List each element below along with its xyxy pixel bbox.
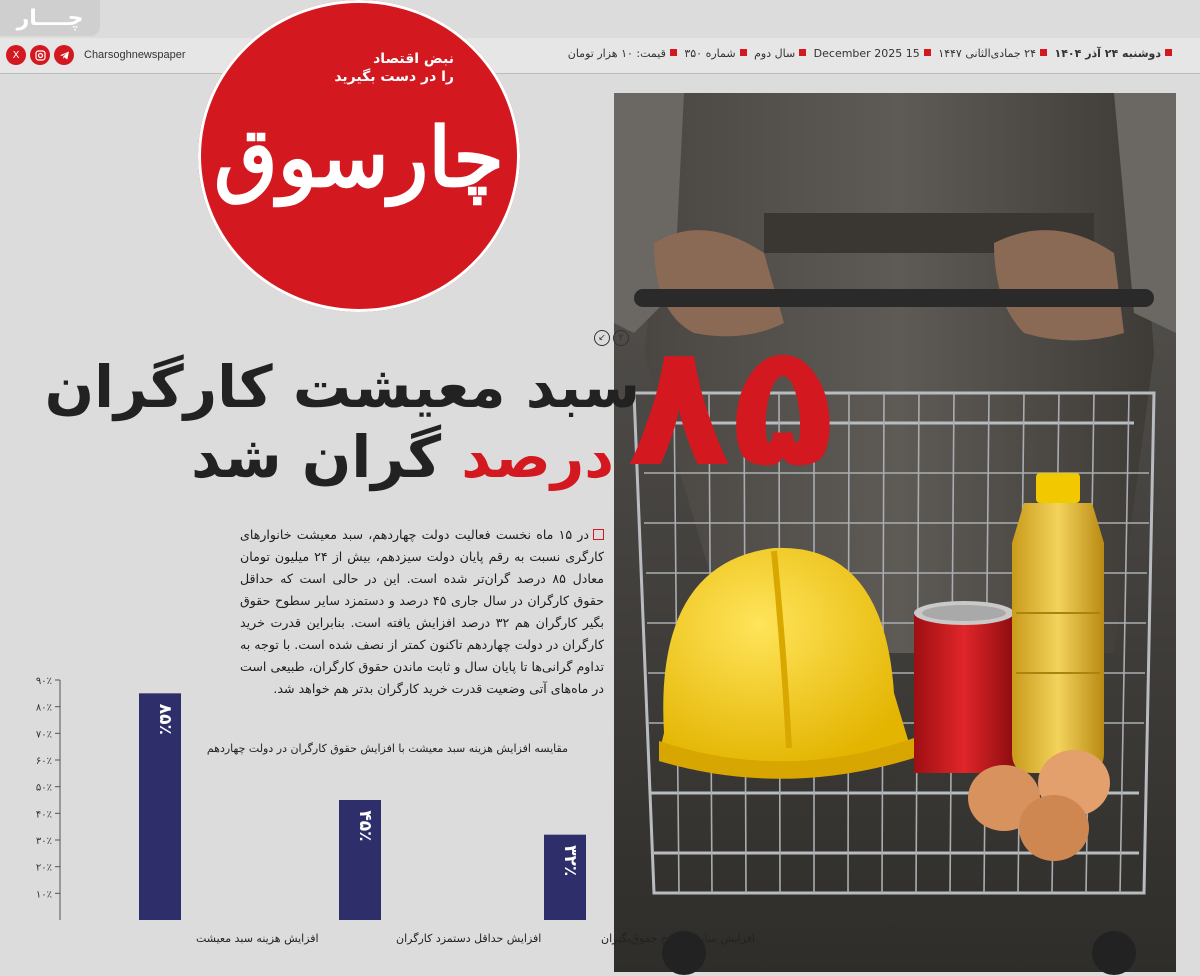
headline-red-word: درصد bbox=[461, 423, 614, 491]
y-tick-label: ۱۰٪ bbox=[35, 889, 52, 901]
slogan-line-1: نبض اقتصاد bbox=[373, 51, 454, 67]
date-hijri: ۲۴ جمادی‌الثانی ۱۴۴۷ bbox=[938, 47, 1036, 60]
instagram-icon[interactable] bbox=[30, 45, 50, 65]
y-tick-label: ۹۰٪ bbox=[35, 676, 52, 687]
issue-number: شماره ۳۵۰ bbox=[684, 47, 736, 60]
cover-photo bbox=[614, 93, 1176, 972]
cart-handle bbox=[634, 289, 1154, 307]
y-tick-label: ۳۰٪ bbox=[35, 836, 52, 847]
social-links bbox=[6, 45, 186, 65]
bullet-icon bbox=[1040, 49, 1047, 56]
slogan-line-2: را در دست بگیرید bbox=[334, 69, 454, 85]
chart-title: مقایسه افزایش هزینه سبد معیشت با افزایش حقوق کارگران در دولت چهاردهم bbox=[206, 742, 568, 755]
headline-line-1: سبد معیشت کارگران bbox=[44, 353, 640, 421]
dateline bbox=[568, 47, 1176, 60]
y-tick-label: ۶۰٪ bbox=[35, 756, 52, 767]
bullet-icon bbox=[799, 49, 806, 56]
section-marker bbox=[594, 330, 629, 346]
bar-data-label: ۳۲٪ bbox=[560, 845, 580, 877]
comparison-chart bbox=[0, 668, 755, 968]
corner-tag: چــــار bbox=[0, 0, 100, 36]
year-number: سال دوم bbox=[754, 47, 796, 60]
bullet-icon bbox=[924, 49, 931, 56]
bullet-icon bbox=[670, 49, 677, 56]
headline-line-2 bbox=[191, 422, 614, 492]
price: قیمت: ۱۰ هزار تومان bbox=[567, 47, 666, 60]
lead-text: در ۱۵ ماه نخست فعالیت دولت چهاردهم، سبد معیشت خانوارهای کارگری نسبت به رقم پایان دولت سیزدهم، بیش از ۲۴ میلیون تومان معادل ۸۵ درصد گران‌تر شده است. این در حالی است که حداقل حقوق کارگران در سال جاری ۴۵ درصد و دستمزد سایر سطوح حقوق بگیر کارگران هم ۳۲ درصد افزایش یافته است. بنابراین قدرت خرید کارگران در دولت چهاردهم تاکنون کمتر از نصف شده است. با توجه به تداوم گرانی‌ها تا پایان سال و ثابت ماندن حقوق کارگران، طبیعی است در ماه‌های آتی وضعیت قدرت خرید کارگران بدتر هم خواهد شد. bbox=[240, 527, 604, 696]
social-handle[interactable]: Charsoghnewspaper bbox=[84, 49, 186, 61]
category-label: افزایش حداقل دستمزد کارگران bbox=[396, 932, 542, 945]
y-tick-label: ۷۰٪ bbox=[35, 729, 52, 741]
x-icon[interactable]: X bbox=[6, 45, 26, 65]
bullet-icon bbox=[740, 49, 747, 56]
date-gregorian: 15 December 2025 bbox=[813, 47, 920, 60]
headline-number: ۸۵ bbox=[627, 307, 835, 505]
bar-data-label: ۸۵٪ bbox=[155, 703, 175, 735]
date-day: دوشنبه ۲۴ آذر ۱۴۰۴ bbox=[1054, 47, 1161, 60]
top-strip bbox=[0, 0, 1200, 38]
logo-name: چارسوق bbox=[214, 110, 504, 206]
logo-slogan bbox=[304, 50, 454, 86]
y-tick-label: ۲۰٪ bbox=[35, 862, 52, 874]
marker-arrow-icon: ↙ bbox=[594, 330, 610, 346]
y-tick-label: ۵۰٪ bbox=[35, 782, 52, 794]
y-tick-label: ۴۰٪ bbox=[35, 809, 52, 821]
y-tick-label: ۸۰٪ bbox=[35, 702, 52, 714]
category-label: افزایش هزینه سبد معیشت bbox=[196, 932, 319, 945]
bar-chart bbox=[0, 668, 755, 968]
cart-wheel bbox=[1092, 931, 1136, 975]
bar-data-label: ۴۵٪ bbox=[355, 810, 375, 842]
oil-bottle-icon bbox=[1012, 473, 1104, 773]
info-bar bbox=[0, 38, 1200, 74]
telegram-icon[interactable] bbox=[54, 45, 74, 65]
marker-number: ۲ bbox=[613, 330, 629, 346]
category-label: افزایش سایر سطوح حقوق‌بگیران bbox=[601, 932, 755, 945]
bullet-icon bbox=[1165, 49, 1172, 56]
tin-can-icon bbox=[914, 601, 1014, 773]
paragraph-bullet-icon bbox=[593, 529, 604, 540]
masthead-logo bbox=[198, 0, 520, 312]
cart-photo-illustration bbox=[614, 93, 1176, 972]
headline-rest: گران شد bbox=[191, 423, 442, 491]
